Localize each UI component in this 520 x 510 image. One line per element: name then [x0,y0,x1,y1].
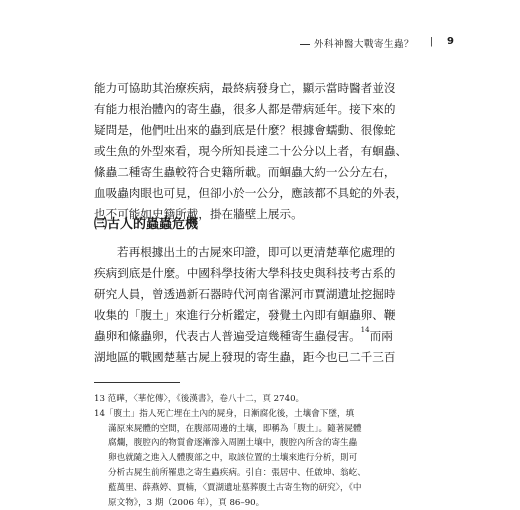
text-line: 收集的「腹土」來進行分析鑑定，發覺土內即有蛔蟲卵、鞭 [94,308,396,322]
footnote-13: 13 范曄，〈華佗傳〉，《後漢書》，卷八十二，頁 2740。 [94,394,305,404]
footnote-14-line: 藍萬里、薛燕婷、賈楠，〈賈湖遺址墓葬腹土古寄生物的研究〉，《中 [108,482,362,493]
text-line: 若再根據出土的古屍來印證，即可以更清楚華佗處理的 [117,245,396,259]
text-line: 能力可協助其治療疾病，最終病發身亡，顯示當時醫者並沒 [94,81,396,95]
footnote-14-line: 14「腹土」指人死亡埋在土內的屍身，日漸腐化後，土壤會下墜，填 [94,408,355,419]
running-title: 外科神醫大戰寄生蟲？ [314,39,415,50]
text-line: 或生魚的外型來看，現今所知長達二十公分以上者，有蛔蟲、 [94,144,408,158]
header-separator: | [430,36,434,47]
text-line: 血吸蟲肉眼也可見，但卻小於一公分，應該都不具蛇的外表， [94,186,408,200]
paragraph-1 [94,78,452,225]
page-number: 9 [447,36,454,47]
footnote-rule [94,382,180,383]
text-line: 研究人員，曾透過新石器時代河南省漯河市賈湖遺址挖掘時 [94,287,396,301]
footnote-14-line: 卵也就隨之進入人體腹部之中，取該位置的土壤來進行分析，則可 [108,453,358,464]
footnote-14-line: 滿原來屍體的空間，在腹部周邊的土壤，即稱為「腹土」。隨著屍體 [108,423,362,434]
text-line: 疑問是，他們吐出來的蟲到底是什麼？根據會蠕動、很像蛇 [94,123,396,137]
text-line-with-footnote [94,326,452,347]
section-heading: ㈢古人的蟲蟲危機 [94,217,199,232]
footnotes [94,392,454,510]
text-segment: 蟲卵和絛蟲卵，代表古人普遍受這幾種寄生蟲侵害。 [94,329,361,343]
running-header [0,36,520,56]
footnote-14-line: 分析古屍生前所罹患之寄生蟲疾病。引自：張居中、任啟坤、翁屹、 [108,467,366,478]
text-line: 絛蟲二種寄生蟲較符合史籍所載。而蛔蟲大約一公分左右， [94,165,396,179]
header-rule [300,44,310,45]
paragraph-2 [94,242,452,368]
footnote-14-line: 原文物》，3 期（2006 年），頁 86–90。 [108,497,265,508]
footnote-14-line: 腐爛，腹腔內的物質會逐漸滲入周圍土壤中，腹腔內所含的寄生蟲 [108,438,358,449]
text-line: 有能力根治體內的寄生蟲，很多人都是帶病延年。接下來的 [94,102,396,116]
footnote-ref-14[interactable]: 14 [360,326,370,334]
text-line: 湖地區的戰國楚墓古屍上發現的寄生蟲，距今也已二千三百 [94,350,396,364]
text-line: 也不可能如史籍所載，掛在牆壁上展示。 [94,207,303,221]
text-line: 疾病到底是什麼。中國科學技術大學科技史與科技考古系的 [94,266,396,280]
text-segment: 而兩 [369,329,393,343]
